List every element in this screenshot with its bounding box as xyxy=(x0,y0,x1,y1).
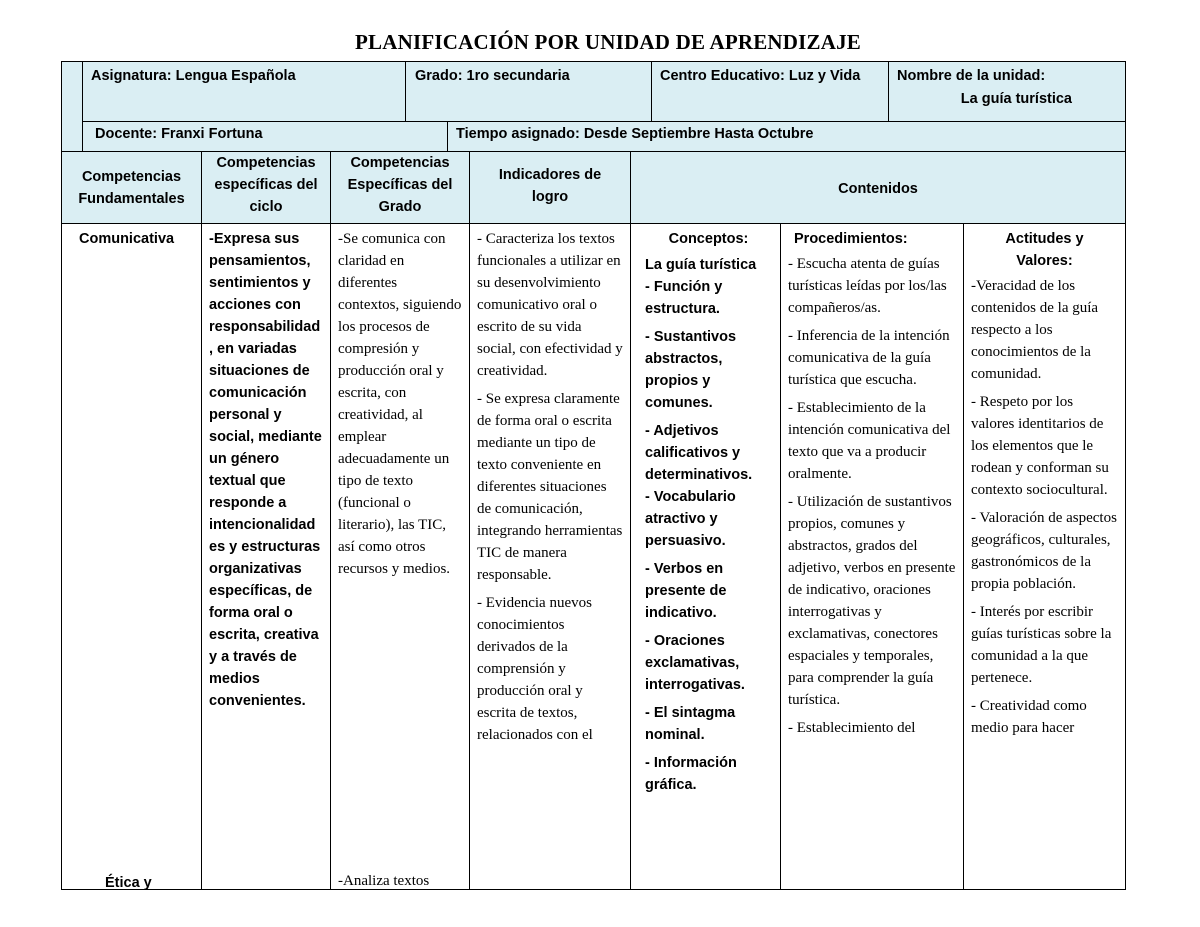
conceptos-title: Conceptos: xyxy=(668,231,749,247)
header-competencias-grado: Competencias Específicas del Grado xyxy=(347,155,453,215)
actitud-item: - Respeto por los valores identitarios de los elementos que le rodean y conforman su contexto sociocultural. xyxy=(971,394,1109,498)
indicador-item: - Evidencia nuevos conocimientos derivados de la comprensión y producción oral y escrita de textos, relacionados con el xyxy=(477,595,593,743)
concepto-item: - El sintagma nominal. xyxy=(645,705,736,743)
comp-fundamental-1: Comunicativa xyxy=(79,231,175,247)
comp-ciclo-text: -Expresa sus pensamientos, sentimientos y acciones con responsabilidad, en variadas situaciones de comunicación personal y social, mediante un género textual que responde a intencionalidades y estructuras organizativas específicas, de forma oral o escrita, creativa y a través de medios convenientes. xyxy=(209,231,322,709)
unidad-label: Nombre de la unidad: xyxy=(897,68,1046,84)
page-title: PLANIFICACIÓN POR UNIDAD DE APRENDIZAJE xyxy=(355,30,861,54)
indicadores-list xyxy=(471,226,629,888)
concepto-item: - Oraciones exclamativas, interrogativas. xyxy=(645,633,745,693)
header-competencias-fundamentales: Competencias Fundamentales xyxy=(78,169,185,207)
indicador-item: - Caracteriza los textos funcionales a utilizar en su desenvolvimiento comunicativo oral o escrito de su vida social, con efectividad y creatividad. xyxy=(477,231,623,379)
border xyxy=(888,61,889,121)
header-competencias-ciclo: Competencias específicas del ciclo xyxy=(214,155,318,215)
border xyxy=(963,223,964,889)
left-margin-strip xyxy=(62,61,82,151)
procedimiento-item: - Escucha atenta de guías turísticas leídas por los/las compañeros/as. xyxy=(788,256,947,316)
concepto-item: - Función y estructura. xyxy=(645,279,723,317)
centro-label: Centro Educativo: Luz y Vida xyxy=(660,68,861,84)
actitud-item: - Interés por escribir guías turísticas sobre la comunidad a la que pertenece. xyxy=(971,604,1112,686)
border xyxy=(405,61,406,121)
procedimiento-item: - Inferencia de la intención comunicativa de la guía turística que escucha. xyxy=(788,328,950,388)
border xyxy=(469,151,470,889)
border xyxy=(447,121,448,151)
border xyxy=(330,151,331,889)
border xyxy=(62,61,1126,62)
border xyxy=(61,61,62,890)
indicador-item: - Se expresa claramente de forma oral o escrita mediante un tipo de texto conveniente en diferentes situaciones de comunicación, integrando herramientas TIC de manera responsable. xyxy=(477,391,623,583)
border xyxy=(82,121,1126,122)
border xyxy=(201,151,202,889)
procedimiento-item: - Establecimiento de la intención comunicativa del texto que va a producir oralmente. xyxy=(788,400,951,482)
procedimiento-item: - Utilización de sustantivos propios, comunes y abstractos, grados del adjetivo, verbos en presente de indicativo, oraciones interrogativas y exclamativas, conectores espaciales y temporales, para comprender la guía turística. xyxy=(788,494,956,708)
actitudes-column xyxy=(965,226,1124,888)
concepto-item: - Adjetivos calificativos y determinativos. xyxy=(645,423,753,483)
concepto-item: La guía turística xyxy=(645,257,757,273)
header-indicadores: Indicadores de logro xyxy=(498,167,602,205)
tiempo-label: Tiempo asignado: Desde Septiembre Hasta Octubre xyxy=(456,126,814,142)
concepto-item: - Vocabulario atractivo y persuasivo. xyxy=(645,489,736,549)
border xyxy=(82,61,83,151)
conceptos-column xyxy=(632,226,780,888)
header-contenidos: Contenidos xyxy=(838,181,918,197)
procedimientos-column xyxy=(782,226,962,888)
unidad-value: La guía turística xyxy=(960,91,1072,107)
actitud-item: - Creatividad como medio para hacer xyxy=(971,698,1087,736)
actitudes-title: Actitudes y Valores: xyxy=(1005,231,1084,269)
asignatura-label: Asignatura: Lengua Española xyxy=(91,68,296,84)
border xyxy=(630,151,631,889)
border xyxy=(651,61,652,121)
concepto-item: - Información gráfica. xyxy=(645,755,737,793)
actitud-item: -Veracidad de los contenidos de la guía respecto a los conocimientos de la comunidad. xyxy=(971,278,1099,382)
grado-label: Grado: 1ro secundaria xyxy=(415,68,570,84)
procedimientos-title: Procedimientos: xyxy=(794,231,908,247)
comp-grado-text: -Se comunica con claridad en diferentes contextos, siguiendo los procesos de compresión y producción oral y escrita, con creatividad, al emplear adecuadamente un tipo de texto (funcional o literario), las TIC, así como otros recursos y medios. xyxy=(338,231,462,577)
docente-label: Docente: Franxi Fortuna xyxy=(95,126,263,142)
border xyxy=(61,223,1126,224)
comp-fundamental-2: Ética y xyxy=(105,875,152,891)
border xyxy=(780,223,781,889)
concepto-item: - Verbos en presente de indicativo. xyxy=(645,561,727,621)
border xyxy=(1125,61,1126,890)
concepto-item: - Sustantivos abstractos, propios y comunes. xyxy=(645,329,737,411)
actitud-item: - Valoración de aspectos geográficos, culturales, gastronómicos de la propia población. xyxy=(971,510,1117,592)
border xyxy=(61,889,1126,890)
procedimiento-item: - Establecimiento del xyxy=(788,720,916,736)
comp-grado-text-2: -Analiza textos xyxy=(338,873,430,889)
